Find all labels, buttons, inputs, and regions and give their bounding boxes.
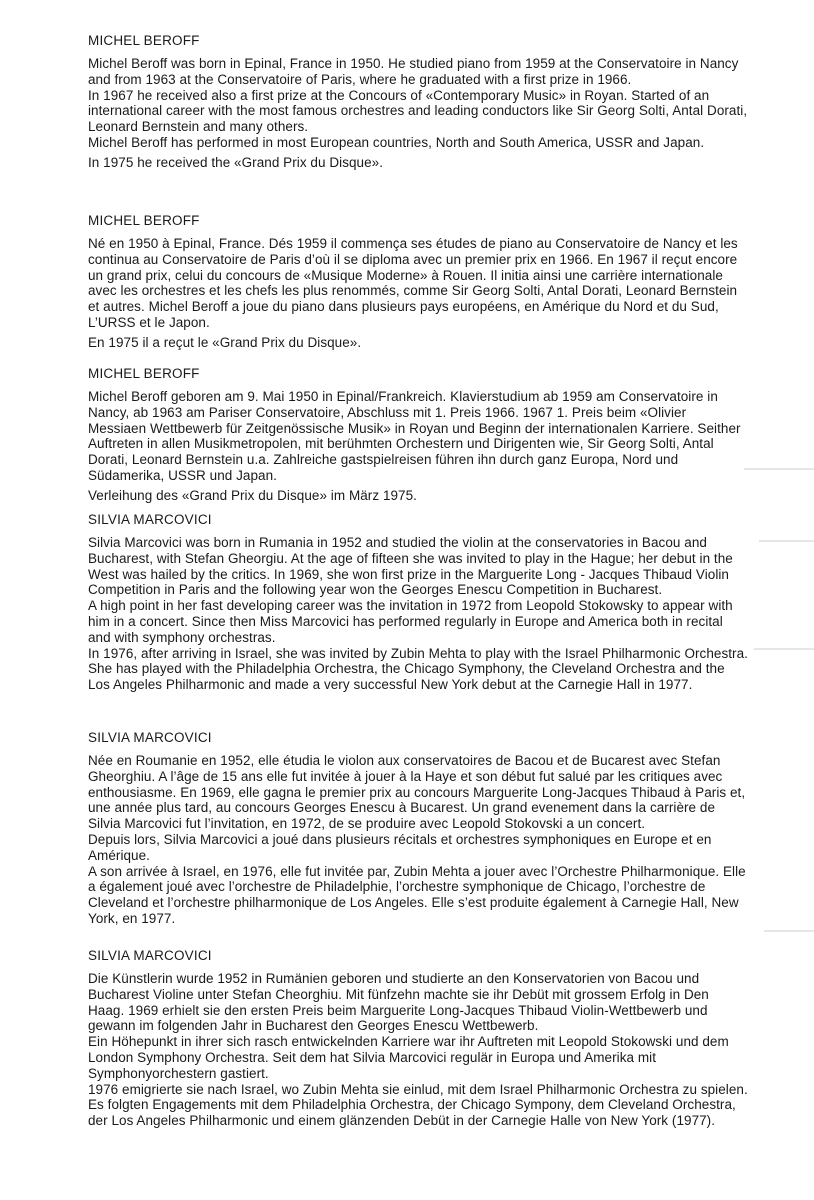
section-heading: SILVIA MARCOVICI bbox=[88, 512, 212, 527]
paragraph: Née en Roumanie en 1952, elle étudia le violon aux conservatoires de Bacou et de Bucarest avec Stefan Gheorghiu. A l’âge de 15 ans elle fut invitée à jouer à la Haye et son début fut salué par les critiques avec enthousiasme. En 1969, elle gagna le premier prix au concours Marguerite Long-Jacques Thibaud à Paris et, une année plus tard, au concours Georges Enescu à Bucarest. Un grand evenement dans la carrière de Silvia Marcovici fut l’invitation, en 1972, de se produire avec Leopold Stokovski a un concert. bbox=[88, 753, 746, 832]
section-heading: MICHEL BEROFF bbox=[88, 366, 200, 381]
paragraph: Né en 1950 à Epinal, France. Dés 1959 il commença ses études de piano au Conservatoire de Nancy et les continua au Conservatoire de Paris d’où il se diploma avec un premier prix en 1966. En 1967 il reçut encore un grand prix, celui du concours de «Musique Moderne» à Rouen. Il initia ainsi une carrière internationale avec les orchestres et les chefs les plus renommés, comme Sir Georg Solti, Antal Dorati, Leonard Bernstein et autres. Michel Beroff a joue du piano dans plusieurs pays européens, en Amérique du Nord et du Sud, L’URSS et le Japon. bbox=[88, 236, 738, 330]
bio-marcovici-french bbox=[88, 729, 748, 927]
bio-marcovici-german bbox=[88, 947, 748, 1129]
section-heading: MICHEL BEROFF bbox=[88, 33, 200, 48]
paragraph: Silvia Marcovici was born in Rumania in 1952 and studied the violin at the conservatories in Bacou and Bucharest, with Stefan Gheorgiu. At the age of fifteen she was invited to play in the Hague; her debut in the West was hailed by the critics. In 1969, she won first prize in the Marguerite Long - Jacques Thibaud Violin Competition in Paris and the following year won the Georges Enescu Competition in Bucharest. bbox=[88, 535, 733, 598]
bio-marcovici-english bbox=[88, 511, 748, 693]
paragraph: Michel Beroff was born in Epinal, France in 1950. He studied piano from 1959 at the Conservatoire in Nancy and from 1963 at the Conservatoire of Paris, where he graduated with a first prize in 1966. bbox=[88, 56, 739, 87]
paragraph: Michel Beroff geboren am 9. Mai 1950 in Epinal/Frankreich. Klavierstudium ab 1959 am Conservatoire in Nancy, ab 1963 am Pariser Conservatoire, Abschluss mit 1. Preis 1966. 1967 1. Preis beim «Olivier Messiaen Wettbewerb für Zeitgenössische Musik» in Royan und Beginn der internationalen Karriere. Seither Auftreten in allen Musikmetropolen, mit berühmten Orchestern und Dirigenten wie, Sir Georg Solti, Antal Dorati, Leonard Bernstein u.a. Zahlreiche gastspielreisen führen ihn durch ganz Europa, Nord und Südamerika, USSR und Japan. bbox=[88, 389, 741, 483]
bleed-through-mark bbox=[754, 648, 814, 650]
section-heading: MICHEL BEROFF bbox=[88, 213, 200, 228]
paragraph: In 1975 he received the «Grand Prix du Disque». bbox=[88, 154, 384, 170]
paragraph: Ein Höhepunkt in ihrer sich rasch entwickelnden Karriere war ihr Auftreten mit Leopold Stokowski und dem London Symphony Orchestra. Seit dem hat Silvia Marcovici regulär in Europa und Amerika mit Symphonyorchestern gastiert. bbox=[88, 1034, 729, 1081]
paragraph: Michel Beroff has performed in most European countries, North and South America, USSR and Japan. bbox=[88, 134, 705, 150]
bio-beroff-french bbox=[88, 212, 748, 351]
bleed-through-mark bbox=[744, 468, 814, 470]
paragraph: In 1976, after arriving in Israel, she was invited by Zubin Mehta to play with the Israel Philharmonic Orchestra. She has played with the Philadelphia Orchestra, the Chicago Symphony, the Cleveland Orchestra and the Los Angeles Philharmonic and made a very successful New York debut at the Carnegie Hall in 1977. bbox=[88, 645, 748, 693]
paragraph: Depuis lors, Silvia Marcovici a joué dans plusieurs récitals et orchestres symphoniques en Europe et en Amérique. bbox=[88, 831, 712, 863]
bio-beroff-english bbox=[88, 32, 748, 171]
paragraph: In 1967 he received also a first prize at the Concours of «Contemporary Music» in Royan. Started of an international career with the most famous orchestres and leading conductors like Sir Georg Solti, Antal Dorati, Leonard Bernstein and many others. bbox=[88, 87, 748, 135]
paragraph: A high point in her fast developing career was the invitation in 1972 from Leopold Stokowsky to appear with him in a concert. Since then Miss Marcovici has performed regularly in Europe and America both in recital and with symphony orchestras. bbox=[88, 598, 733, 645]
paragraph: Die Künstlerin wurde 1952 in Rumänien geboren und studierte an den Konservatorien von Bacou und Bucharest Violine unter Stefan Cheorghiu. Mit fünfzehn machte sie ihr Debüt mit grossem Erfolg in Den Haag. 1969 erhielt sie den ersten Preis beim Marguerite Long-Jacques Thibaud Violin-Wettbewerb und gewann im folgenden Jahr in Bucharest den Georges Enescu Wettbewerb. bbox=[88, 971, 709, 1034]
paragraph: A son arrivée à Israel, en 1976, elle fut invitée par, Zubin Mehta a jouer avec l’Orchestre Philharmonique. Elle a également joué avec l’orchestre de Philadelphie, l’orchestre symphonique de Chicago, l’orchestre de Cleveland et l’orchestre philharmonique de Los Angeles. Elle s’est produite également à Carnegie Hall, New York, en 1977. bbox=[88, 863, 746, 926]
section-heading: SILVIA MARCOVICI bbox=[88, 730, 212, 745]
section-heading: SILVIA MARCOVICI bbox=[88, 948, 212, 963]
bio-beroff-german bbox=[88, 365, 748, 504]
paragraph: 1976 emigrierte sie nach Israel, wo Zubin Mehta sie einlud, mit dem Israel Philharmonic Orchestra zu spielen. Es folgten Engagements mit dem Philadelphia Orchestra, der Chicago Sympony, dem Cleveland Orchestra, der Los Angeles Philharmonic und einem glänzenden Debüt in der Carnegie Halle von New York (1977). bbox=[88, 1081, 748, 1129]
bleed-through-mark bbox=[759, 540, 814, 542]
bleed-through-mark bbox=[764, 930, 814, 932]
paragraph: En 1975 il a reçut le «Grand Prix du Disque». bbox=[88, 334, 362, 350]
paragraph: Verleihung des «Grand Prix du Disque» im März 1975. bbox=[88, 487, 417, 503]
